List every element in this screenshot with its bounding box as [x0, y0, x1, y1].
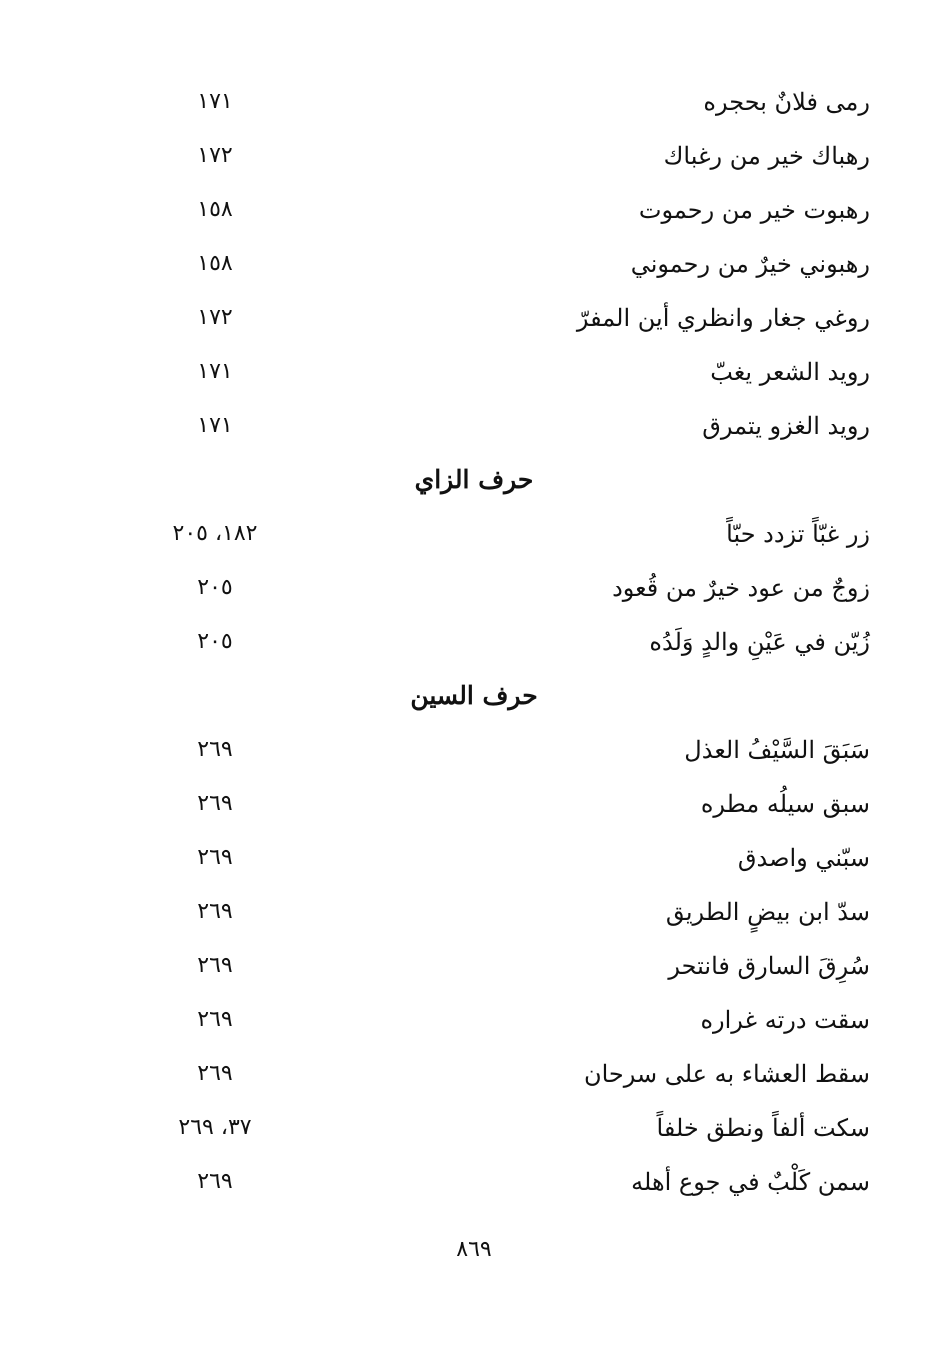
proverb-text: سدّ ابن بيضٍ الطريق	[665, 898, 870, 926]
index-entry	[0, 777, 948, 831]
index-entry	[0, 291, 948, 345]
page-reference: ١٧١	[197, 359, 233, 384]
section-heading: حرف السين	[410, 681, 538, 710]
page-reference: ٢٠٥	[197, 629, 233, 654]
page-reference: ٢٦٩	[197, 1169, 233, 1194]
index-entry	[0, 75, 948, 129]
index-entry	[0, 129, 948, 183]
index-entry	[0, 183, 948, 237]
page-reference: ١٥٨	[197, 251, 233, 276]
proverb-text: رهبوني خيرٌ من رحموني	[630, 250, 870, 278]
proverb-text: زُيّن في عَيْنِ والدٍ وَلَدُه	[649, 628, 870, 656]
index-entry	[0, 615, 948, 669]
proverb-text: زوجٌ من عود خيرٌ من قُعود	[612, 574, 870, 602]
proverb-text: رويد الغزو يتمرق	[702, 412, 870, 440]
page-reference: ٢٦٩	[197, 791, 233, 816]
proverb-text: سبق سيلُه مطره	[700, 790, 870, 818]
index-entry	[0, 723, 948, 777]
index-entry	[0, 1155, 948, 1209]
index-entry	[0, 885, 948, 939]
proverb-text: رهبوت خير من رحموت	[638, 196, 870, 224]
index-entry	[0, 507, 948, 561]
page-reference: ١٧٢	[197, 143, 233, 168]
proverb-text: سَبَقَ السَّيْفُ العذل	[684, 736, 870, 764]
page-reference: ٢٠٥	[197, 575, 233, 600]
proverb-text: روغي جغار وانظري أين المفرّ	[576, 304, 870, 332]
page-reference: ٢٦٩	[197, 1007, 233, 1032]
index-entry	[0, 345, 948, 399]
page-reference: ١٥٨	[197, 197, 233, 222]
page-reference: ٢٦٩	[197, 953, 233, 978]
index-entry	[0, 237, 948, 291]
page-reference: ١٧١	[197, 413, 233, 438]
page-reference: ٢٦٩	[197, 899, 233, 924]
proverb-text: سُرِقَ السارق فانتحر	[668, 952, 870, 980]
page-reference: ١٧٢	[197, 305, 233, 330]
page-reference: ٣٧، ٢٦٩	[178, 1115, 252, 1140]
proverb-text: سقت درته غراره	[700, 1006, 870, 1034]
page-reference: ١٧١	[197, 89, 233, 114]
proverb-text: رمى فلانٌ بحجره	[703, 88, 870, 116]
proverb-text: سكت ألفاً ونطق خلفاً	[656, 1114, 870, 1142]
page-reference: ١٨٢، ٢٠٥	[172, 521, 258, 546]
index-entry	[0, 399, 948, 453]
index-entry	[0, 561, 948, 615]
section-heading: حرف الزاي	[414, 465, 534, 494]
page-number: ٨٦٩	[456, 1237, 492, 1262]
proverb-text: سمن كَلْبٌ في جوع أهله	[631, 1168, 870, 1196]
index-entry	[0, 939, 948, 993]
proverb-text: سبّني واصدق	[737, 844, 870, 872]
page-reference: ٢٦٩	[197, 845, 233, 870]
index-entry	[0, 831, 948, 885]
proverb-text: زر غبّاً تزدد حبّاً	[726, 520, 870, 548]
page-reference: ٢٦٩	[197, 1061, 233, 1086]
proverb-text: سقط العشاء به على سرحان	[583, 1060, 870, 1088]
proverb-text: رويد الشعر يغبّ	[710, 358, 870, 386]
index-entry	[0, 1101, 948, 1155]
page-reference: ٢٦٩	[197, 737, 233, 762]
index-entry	[0, 1047, 948, 1101]
proverb-text: رهباك خير من رغباك	[663, 142, 870, 170]
index-entry	[0, 993, 948, 1047]
